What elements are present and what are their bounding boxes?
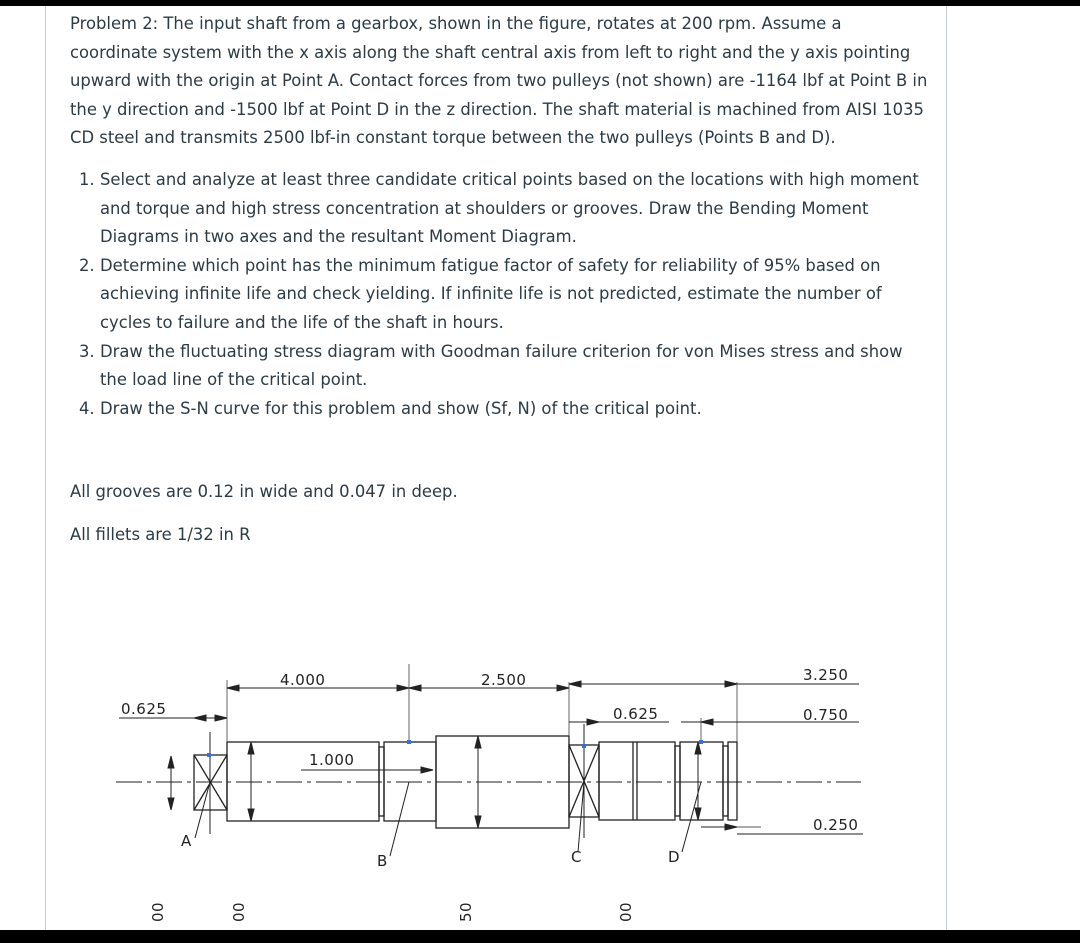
marker [207, 753, 211, 757]
dia-label-3: 50 [457, 901, 475, 922]
problem-panel [45, 6, 947, 930]
point-label-c: C [571, 848, 582, 866]
marker [407, 740, 411, 744]
dim-0750: 0.750 [803, 706, 849, 724]
task-number: 2. [79, 255, 95, 275]
problem-intro: Problem 2: The input shaft from a gearbox, shown in the figure, rotates at 200 rpm. Assume a coordinate system with the x axis along the shaft central axis from left to right and the y axis pointing upward with the origin at Point A. Contact forces from two pulleys (not shown) are -1164 lbf at Point B in the y direction and -1500 lbf at Point D in the z direction. The shaft material is machined from AISI 1035 CD steel and transmits 2500 lbf-in constant torque between the two pulleys (Points B and D). [70, 14, 928, 148]
task-number: 3. [79, 341, 95, 361]
dim-0625-right: 0.625 [613, 705, 659, 723]
dia-label-1: 00 [149, 901, 167, 922]
marker [699, 740, 703, 744]
groove-note: All grooves are 0.12 in wide and 0.047 in deep. [70, 482, 458, 501]
point-label-a: A [181, 832, 192, 850]
dia-label-2: 00 [230, 901, 248, 922]
shaft-section-4 [680, 742, 723, 820]
task-text: Determine which point has the minimum fatigue factor of safety for reliability of 95% based on achieving infinite life and check yielding. If infinite life is not predicted, estimate the number of cycles to failure and the life of the shaft in hours. [100, 255, 882, 332]
bottom-black-bar [0, 930, 1080, 943]
dim-0250: 0.250 [813, 816, 859, 834]
task-number: 4. [79, 398, 95, 418]
shaft-drawing [46, 6, 947, 930]
groove-3 [675, 746, 680, 816]
task-text: Select and analyze at least three candidate critical points based on the locations with high moment and torque and high stress concentration at shoulders or grooves. Draw the Bending Moment Diagrams in two axes and the resultant Moment Diagram. [100, 170, 919, 247]
marker [582, 744, 586, 748]
dim-2500: 2.500 [481, 671, 527, 689]
dim-3250: 3.250 [803, 666, 849, 684]
task-text: Draw the S-N curve for this problem and show (Sf, N) of the critical point. [100, 398, 702, 418]
point-label-d: D [668, 848, 681, 866]
dim-1000: 1.000 [309, 751, 355, 769]
task-number: 1. [79, 170, 95, 189]
point-label-b: B [377, 852, 388, 870]
dim-4000: 4.000 [280, 671, 326, 689]
task-text: Draw the fluctuating stress diagram with Goodman failure criterion for von Mises stress and show the load line of the critical point. [100, 341, 903, 390]
dim-0625-left: 0.625 [121, 700, 167, 718]
shaft-end [728, 742, 737, 820]
groove-4 [723, 746, 728, 816]
dia-label-4: 00 [617, 901, 635, 922]
fillet-note: All fillets are 1/32 in R [70, 525, 251, 544]
